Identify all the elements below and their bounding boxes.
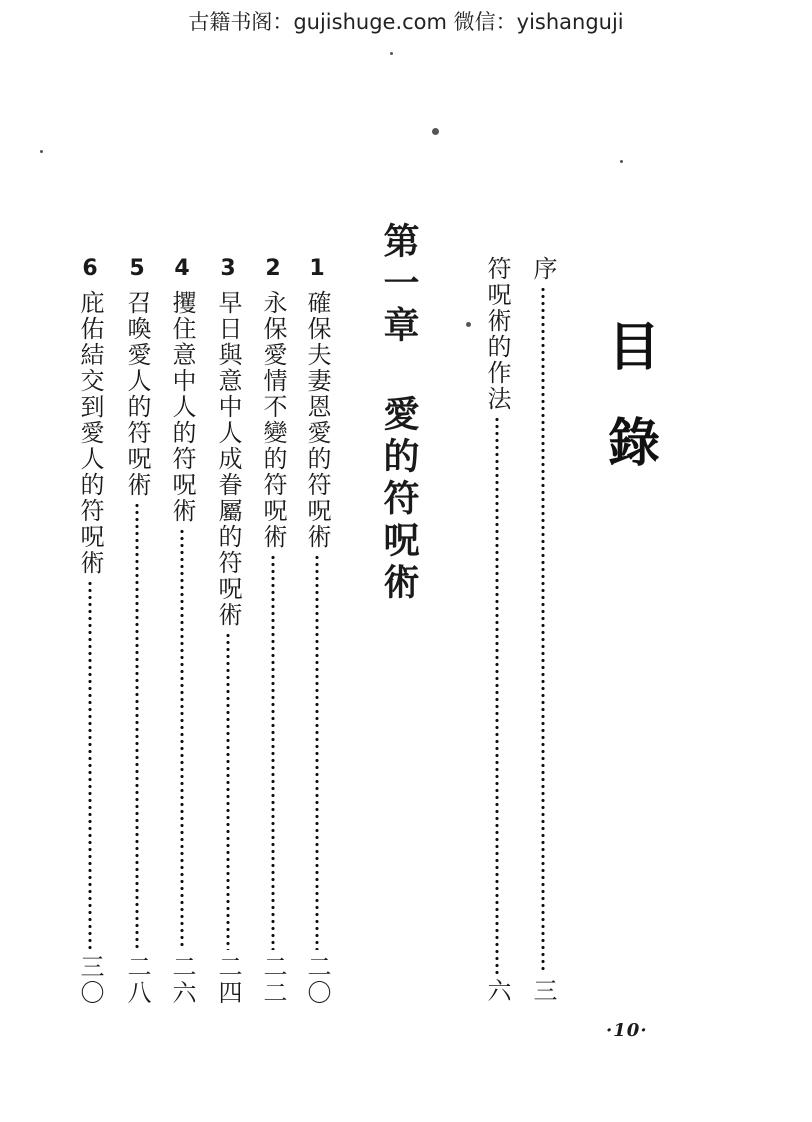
toc-entry-number: 6 (82, 256, 98, 281)
scan-speck (432, 128, 439, 135)
chapter-heading: 第一章 愛的符呪術 (378, 222, 419, 605)
toc-entry-label: 永保愛情不變的符呪術 (259, 290, 287, 550)
scan-speck (390, 52, 393, 55)
dot-leader (180, 528, 184, 950)
toc-entry-page: 三〇 (76, 954, 104, 1006)
toc-entry-label: 攫住意中人的符呪術 (168, 290, 196, 524)
toc-entry-method[interactable] (480, 256, 514, 1004)
toc-entry-number: 3 (220, 256, 236, 281)
toc-entry-page: 三 (529, 978, 557, 1004)
dot-leader (315, 554, 319, 950)
dot-leader (88, 580, 92, 950)
scan-speck (620, 160, 623, 163)
toc-entry-number: 2 (265, 256, 281, 281)
toc-entry-label: 序 (529, 256, 557, 282)
toc-entry-1[interactable] (300, 256, 334, 1006)
toc-entry-number: 1 (309, 256, 325, 281)
toc-entry-number: 5 (129, 256, 145, 281)
toc-entry-4[interactable] (165, 256, 199, 1006)
dot-leader (495, 416, 499, 974)
toc-entry-preface[interactable] (526, 256, 560, 1004)
toc-title (608, 316, 672, 476)
dot-leader (226, 632, 230, 950)
page-number: ·10· (606, 1020, 648, 1041)
toc-title-char-1: 目 (608, 318, 661, 378)
scan-speck (466, 322, 471, 327)
toc-entry-page: 二四 (214, 954, 242, 1006)
toc-entry-page: 二八 (123, 954, 151, 1006)
toc-entry-label: 庇佑結交到愛人的符呪術 (76, 290, 104, 576)
toc-entry-label: 符呪術的作法 (483, 256, 511, 412)
dot-leader (541, 286, 545, 974)
toc-entry-5[interactable] (120, 256, 154, 1006)
toc-entry-page: 二〇 (303, 954, 331, 1006)
scan-speck (40, 150, 43, 153)
toc-entry-3[interactable] (211, 256, 245, 1006)
dot-leader (135, 502, 139, 950)
toc-entry-label: 確保夫妻恩愛的符呪術 (303, 290, 331, 550)
toc-entry-page: 二二 (259, 954, 287, 1006)
toc-entry-label: 召喚愛人的符呪術 (123, 290, 151, 498)
toc-entry-number: 4 (174, 256, 190, 281)
toc-title-char-2: 錄 (608, 414, 661, 474)
dot-leader (271, 554, 275, 950)
watermark-text: 古籍书阁：gujishuge.com 微信：yishanguji (188, 10, 624, 34)
toc-entry-2[interactable] (256, 256, 290, 1006)
toc-entry-page: 二六 (168, 954, 196, 1006)
toc-entry-page: 六 (483, 978, 511, 1004)
toc-entry-6[interactable] (73, 256, 107, 1006)
toc-entry-label: 早日與意中人成眷屬的符呪術 (214, 290, 242, 628)
